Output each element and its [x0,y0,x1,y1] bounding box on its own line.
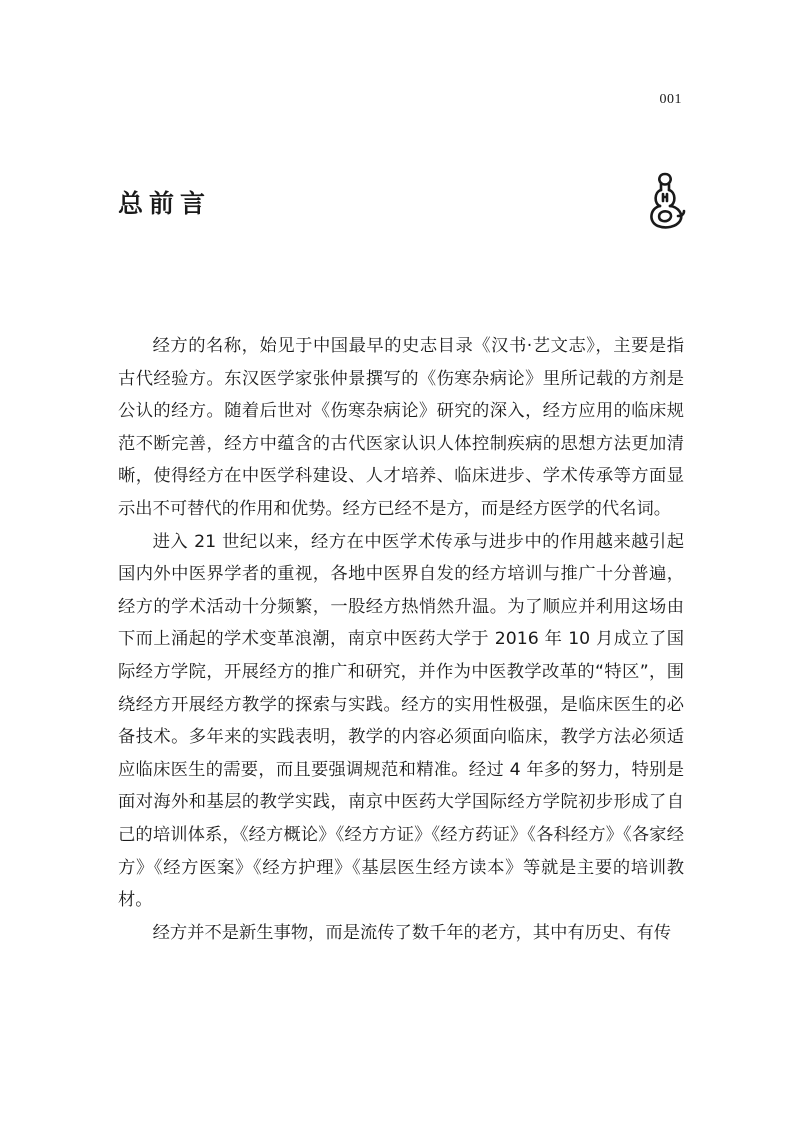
page-number: 001 [659,92,682,107]
seal-emblem-icon [640,170,690,230]
paragraph-3: 经方并不是新生事物，而是流传了数千年的老方，其中有历史、有传 [152,922,672,943]
paragraph-1: 经方的名称，始见于中国最早的史志目录《汉书·艺文志》，主要是指古代经验方。东汉医学家张仲景撰写的《伤寒杂病论》里所记载的方剂是公认的经方。随着后世对《伤寒杂病论》研究的深入，经方应用的临床规范不断完善，经方中蕴含的古代医家认识人体控制疾病的思想方法更加清晰，使得经方在中医学科建设、人才培养、临床进步、学术传承等方面显示出不可替代的作用和优势。经方已经不是方，而是经方医学的代名词。 [118,336,684,519]
preface-body [118,330,684,949]
paragraph-2: 进入 21 世纪以来，经方在中医学术传承与进步中的作用越来越引起国内外中医界学者的重视，各地中医界自发的经方培训与推广十分普遍，经方的学术活动十分频繁，一股经方热悄然升温。为了顺应并利用这场由下而上涌起的学术变革浪潮，南京中医药大学于 2016 年 10 月成立了国际经方学院，开展经方的推广和研究，并作为中医教学改革的“特区”，围绕经方开展经方教学的探索与实践。经方的实用性极强，是临床医生的必备技术。多年来的实践表明，教学的内容必须面向临床，教学方法必须适应临床医生的需要，而且要强调规范和精准。经过 4 年多的努力，特别是面对海外和基层的教学实践，南京中医药大学国际经方学院初步形成了自己的培训体系，《经方概论》《经方方证》《经方药证》《各科经方》《各家经方》《经方医案》《经方护理》《基层医生经方读本》等就是主要的培训教材。 [118,531,684,911]
chapter-title: 总前言 [118,189,212,218]
